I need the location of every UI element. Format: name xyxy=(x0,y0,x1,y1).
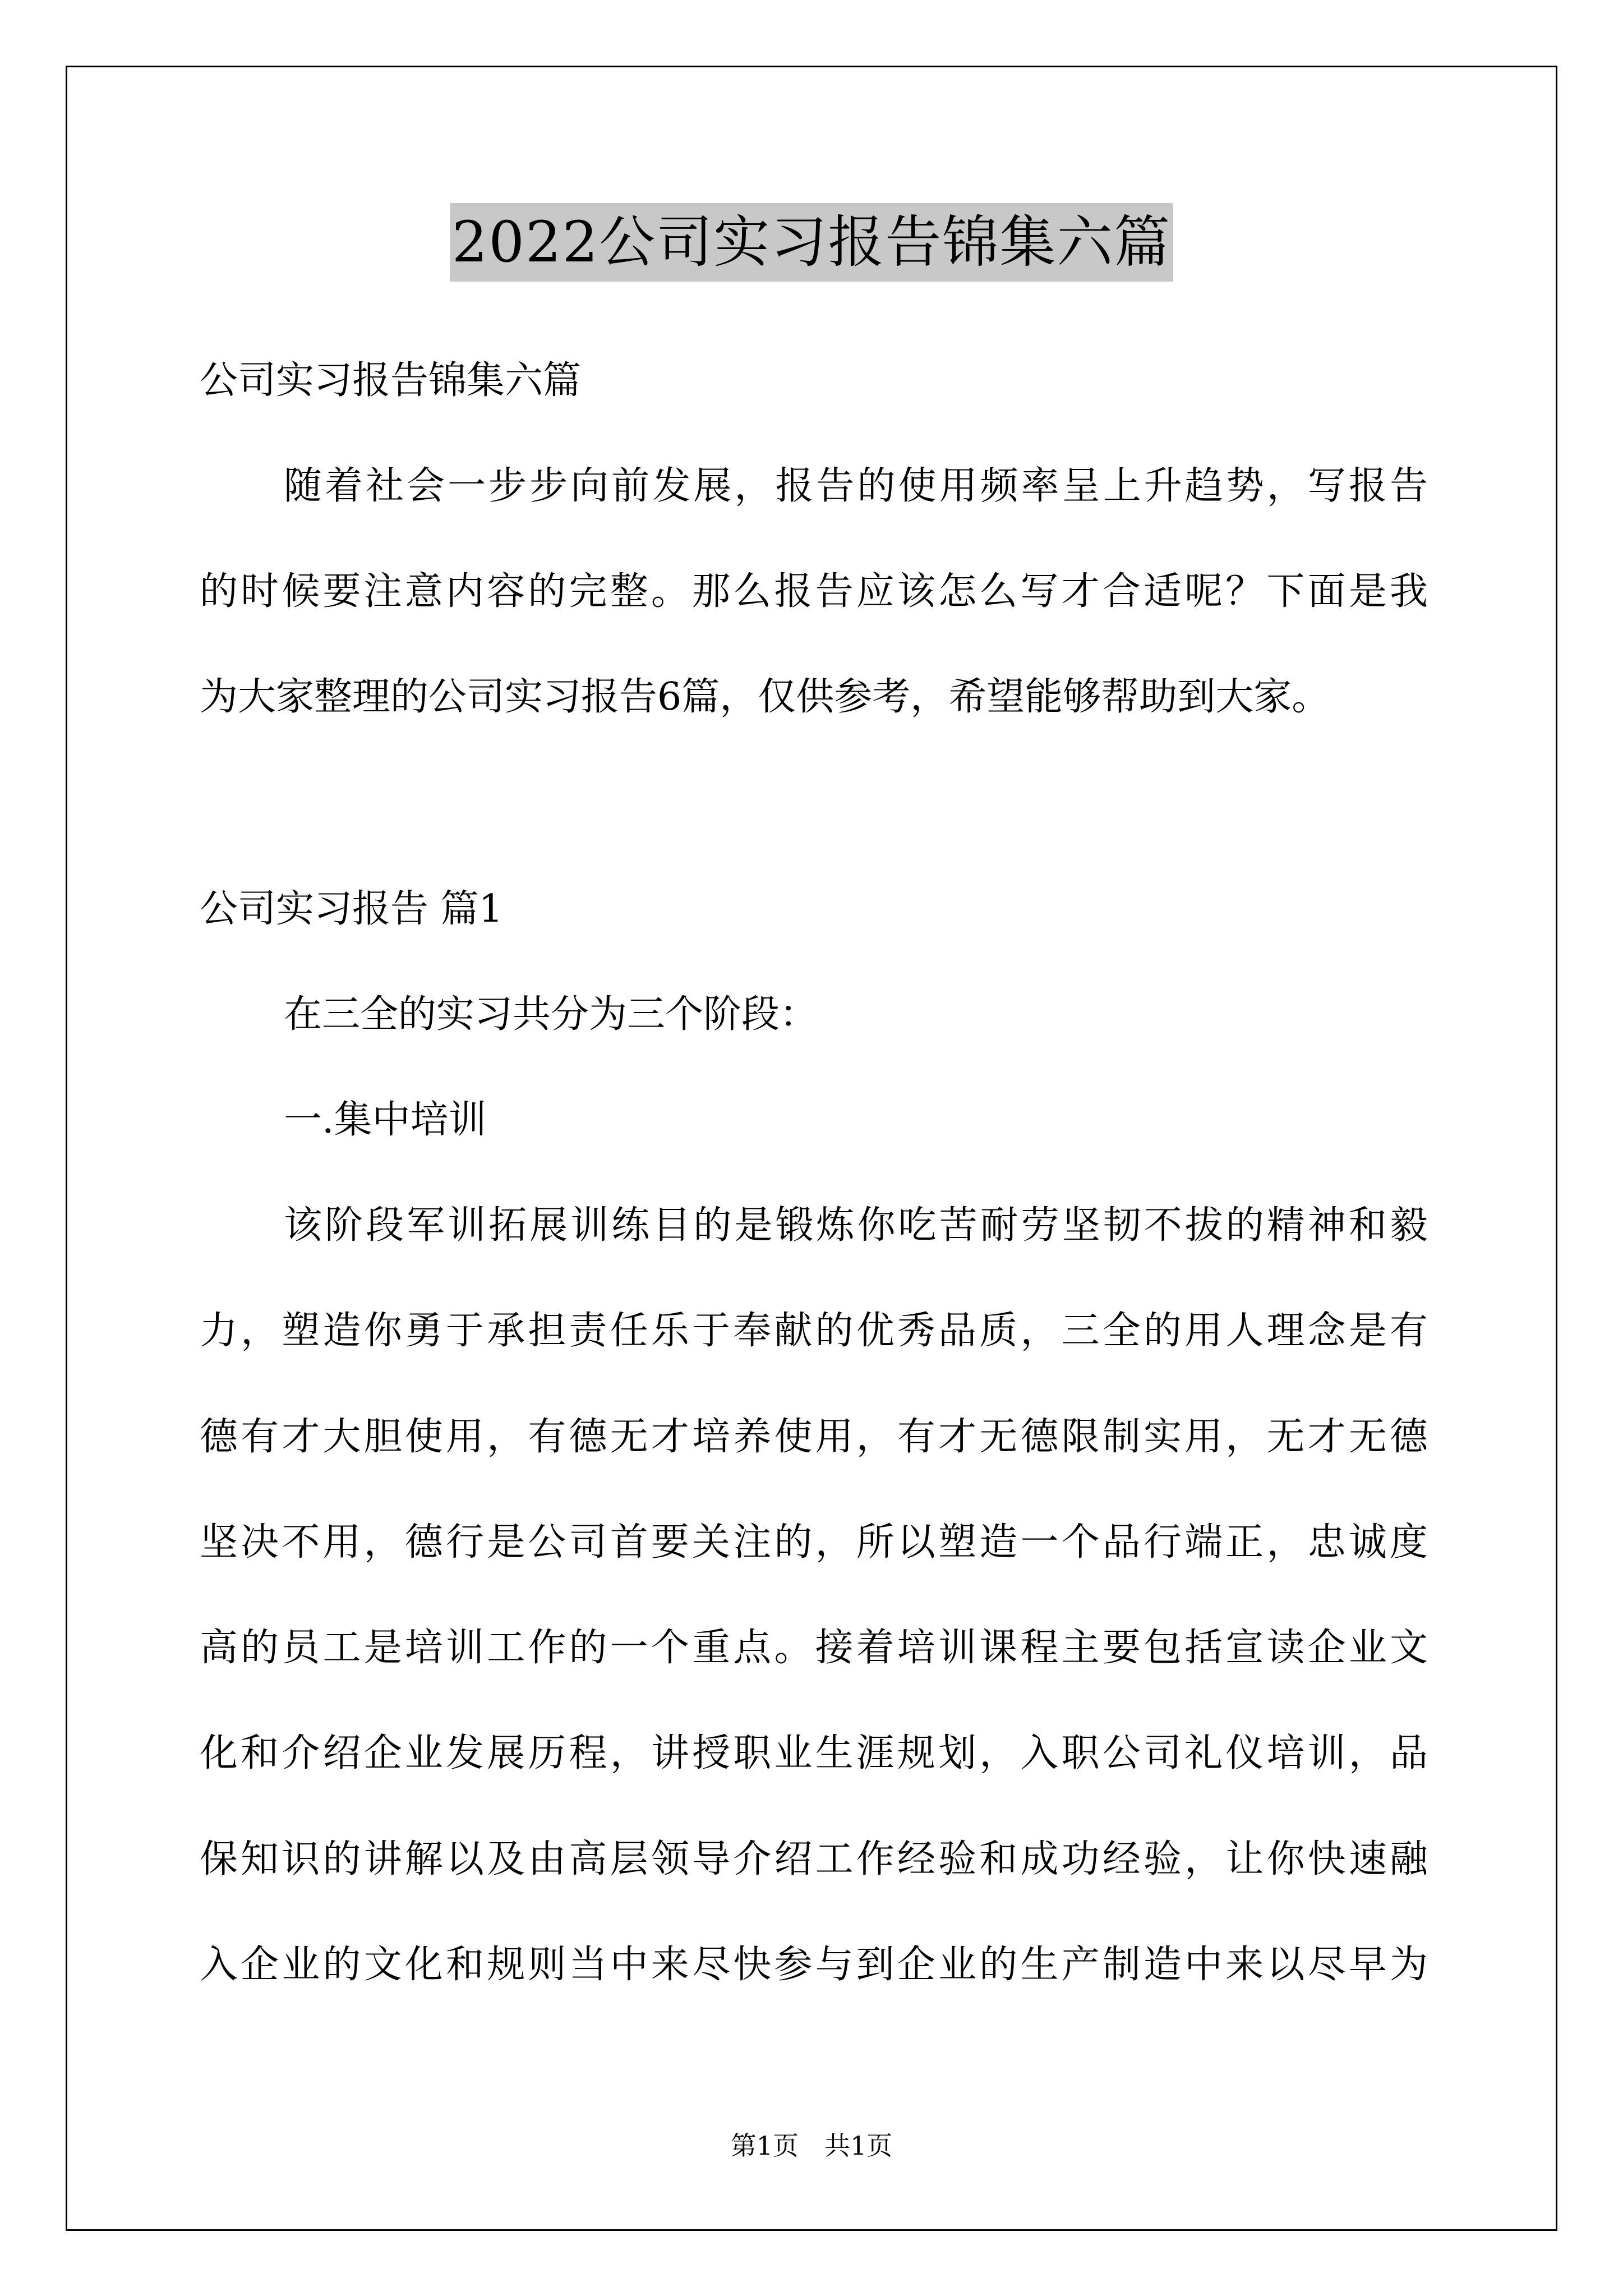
body-line: 化和介绍企业发展历程，讲授职业生涯规划，入职公司礼仪培训，品 xyxy=(200,1731,1428,1775)
body-line: 保知识的讲解以及由高层领导介绍工作经验和成功经验，让你快速融 xyxy=(200,1837,1428,1881)
intro-line: 为大家整理的公司实习报告6篇，仅供参考，希望能够帮助到大家。 xyxy=(200,675,1330,719)
body-line: 入企业的文化和规则当中来尽快参与到企业的生产制造中来以尽早为 xyxy=(200,1943,1428,1987)
stage-heading: 一.集中培训 xyxy=(284,1098,487,1142)
section-intro: 在三全的实习共分为三个阶段： xyxy=(284,992,818,1037)
body-line: 坚决不用，德行是公司首要关注的，所以塑造一个品行端正，忠诚度 xyxy=(200,1520,1428,1565)
intro-line: 的时候要注意内容的完整。那么报告应该怎么写才合适呢？下面是我 xyxy=(200,569,1428,614)
intro-line: 随着社会一步步向前发展，报告的使用频率呈上升趋势，写报告 xyxy=(284,464,1428,508)
body-line: 力，塑造你勇于承担责任乐于奉献的优秀品质，三全的用人理念是有 xyxy=(200,1309,1428,1353)
document-subtitle: 公司实习报告锦集六篇 xyxy=(200,358,582,403)
body-line: 德有才大胆使用，有德无才培养使用，有才无德限制实用，无才无德 xyxy=(200,1415,1428,1459)
section-heading: 公司实习报告 篇1 xyxy=(200,887,503,931)
body-line: 该阶段军训拓展训练目的是锻炼你吃苦耐劳坚韧不拔的精神和毅 xyxy=(284,1203,1428,1248)
page-footer: 第1页 共1页 xyxy=(730,2131,893,2161)
body-line: 高的员工是培训工作的一个重点。接着培训课程主要包括宣读企业文 xyxy=(200,1626,1428,1670)
title-container xyxy=(0,203,1623,282)
document-title: 2022公司实习报告锦集六篇 xyxy=(450,203,1174,282)
